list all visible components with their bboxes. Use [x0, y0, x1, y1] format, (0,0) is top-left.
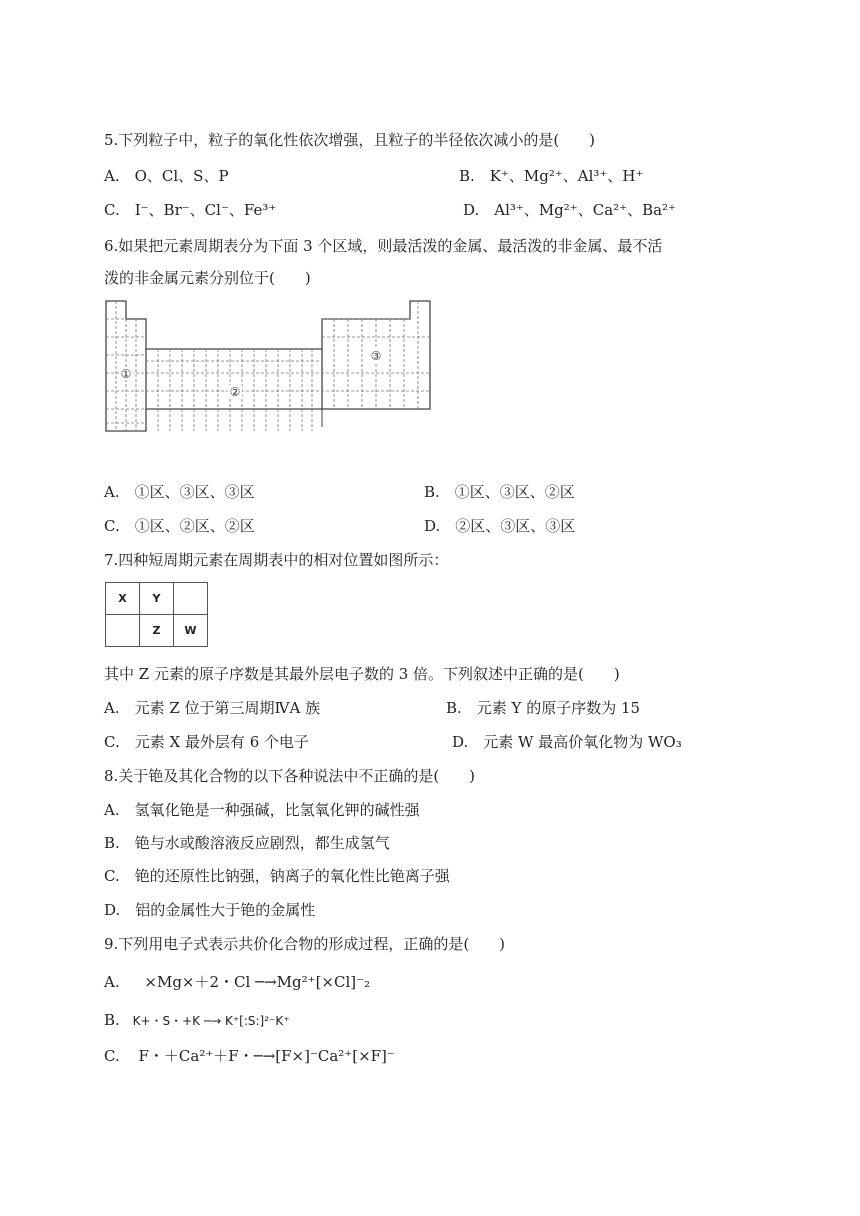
cell-y: Y [140, 583, 174, 615]
q6-stem-line2: 泼的非金属元素分别位于( ) [104, 269, 311, 287]
q8-option-a[interactable]: A. 氢氧化铯是一种强碱，比氢氧化钾的碱性强 [104, 801, 420, 819]
q7-description: 其中 Z 元素的原子序数是其最外层电子数的 3 倍。下列叙述中正确的是( ) [104, 665, 620, 683]
q5-option-b[interactable]: B. K⁺、Mg²⁺、Al³⁺、H⁺ [459, 167, 644, 185]
q9-option-a[interactable] [104, 972, 370, 992]
region-2-label: ② [229, 385, 241, 399]
periodic-table-figure [104, 299, 434, 435]
q8-option-d[interactable]: D. 铝的金属性大于铯的金属性 [104, 901, 316, 919]
q9-option-c-label: C. [104, 1047, 120, 1065]
q5-option-a[interactable]: A. O、Cl、S、P [104, 167, 229, 185]
q9-option-a-label: A. [104, 973, 120, 991]
region-1-label: ① [120, 367, 132, 381]
cell-z: Z [140, 615, 174, 647]
q8-stem: 8.关于铯及其化合物的以下各种说法中不正确的是( ) [104, 767, 476, 785]
cell-x: X [106, 583, 140, 615]
q9-option-c[interactable] [104, 1046, 395, 1066]
q9-option-b[interactable] [104, 1010, 290, 1031]
q9-option-b-label: B. [104, 1011, 120, 1029]
q9-option-c-formula: F・＋Ca²⁺＋F・─→[F×]⁻Ca²⁺[×F]⁻ [138, 1047, 395, 1065]
cell-empty [106, 615, 140, 647]
q7-stem: 7.四种短周期元素在周期表中的相对位置如图所示： [104, 551, 449, 569]
q8-option-b[interactable]: B. 铯与水或酸溶液反应剧烈，都生成氢气 [104, 834, 390, 852]
q6-option-c[interactable]: C. ①区、②区、②区 [104, 517, 255, 535]
q6-option-a[interactable]: A. ①区、③区、③区 [104, 483, 255, 501]
cell-empty [174, 583, 208, 615]
element-position-grid [105, 582, 208, 647]
q5-option-d[interactable]: D. Al³⁺、Mg²⁺、Ca²⁺、Ba²⁺ [463, 201, 676, 219]
q7-option-a[interactable]: A. 元素 Z 位于第三周期ⅣA 族 [104, 699, 321, 717]
q9-option-a-formula: ×Mg×＋2・Cl ─→Mg²⁺[×Cl]⁻₂ [144, 973, 371, 991]
q9-option-b-formula: K+・S・+K ─→ K⁺[:S:]²⁻K⁺ [132, 1014, 290, 1028]
q8-option-c[interactable]: C. 铯的还原性比钠强，钠离子的氧化性比铯离子强 [104, 867, 450, 885]
q5-option-c[interactable]: C. I⁻、Br⁻、Cl⁻、Fe³⁺ [104, 201, 277, 219]
q7-option-b[interactable]: B. 元素 Y 的原子序数为 15 [446, 699, 641, 717]
periodic-table-outline [106, 301, 430, 431]
q5-stem: 5.下列粒子中，粒子的氧化性依次增强，且粒子的半径依次减小的是( ) [104, 131, 596, 149]
periodic-table-grid [106, 301, 430, 431]
cell-w: W [174, 615, 208, 647]
q9-stem: 9.下列用电子式表示共价化合物的形成过程，正确的是( ) [104, 935, 506, 953]
q6-stem-line1: 6.如果把元素周期表分为下面 3 个区域，则最活泼的金属、最活泼的非金属、最不活 [104, 237, 663, 255]
q7-option-c[interactable]: C. 元素 X 最外层有 6 个电子 [104, 733, 310, 751]
region-3-label: ③ [370, 349, 382, 363]
q7-option-d[interactable]: D. 元素 W 最高价氧化物为 WO₃ [452, 733, 682, 751]
q6-option-b[interactable]: B. ①区、③区、②区 [424, 483, 575, 501]
q6-option-d[interactable]: D. ②区、③区、③区 [424, 517, 576, 535]
